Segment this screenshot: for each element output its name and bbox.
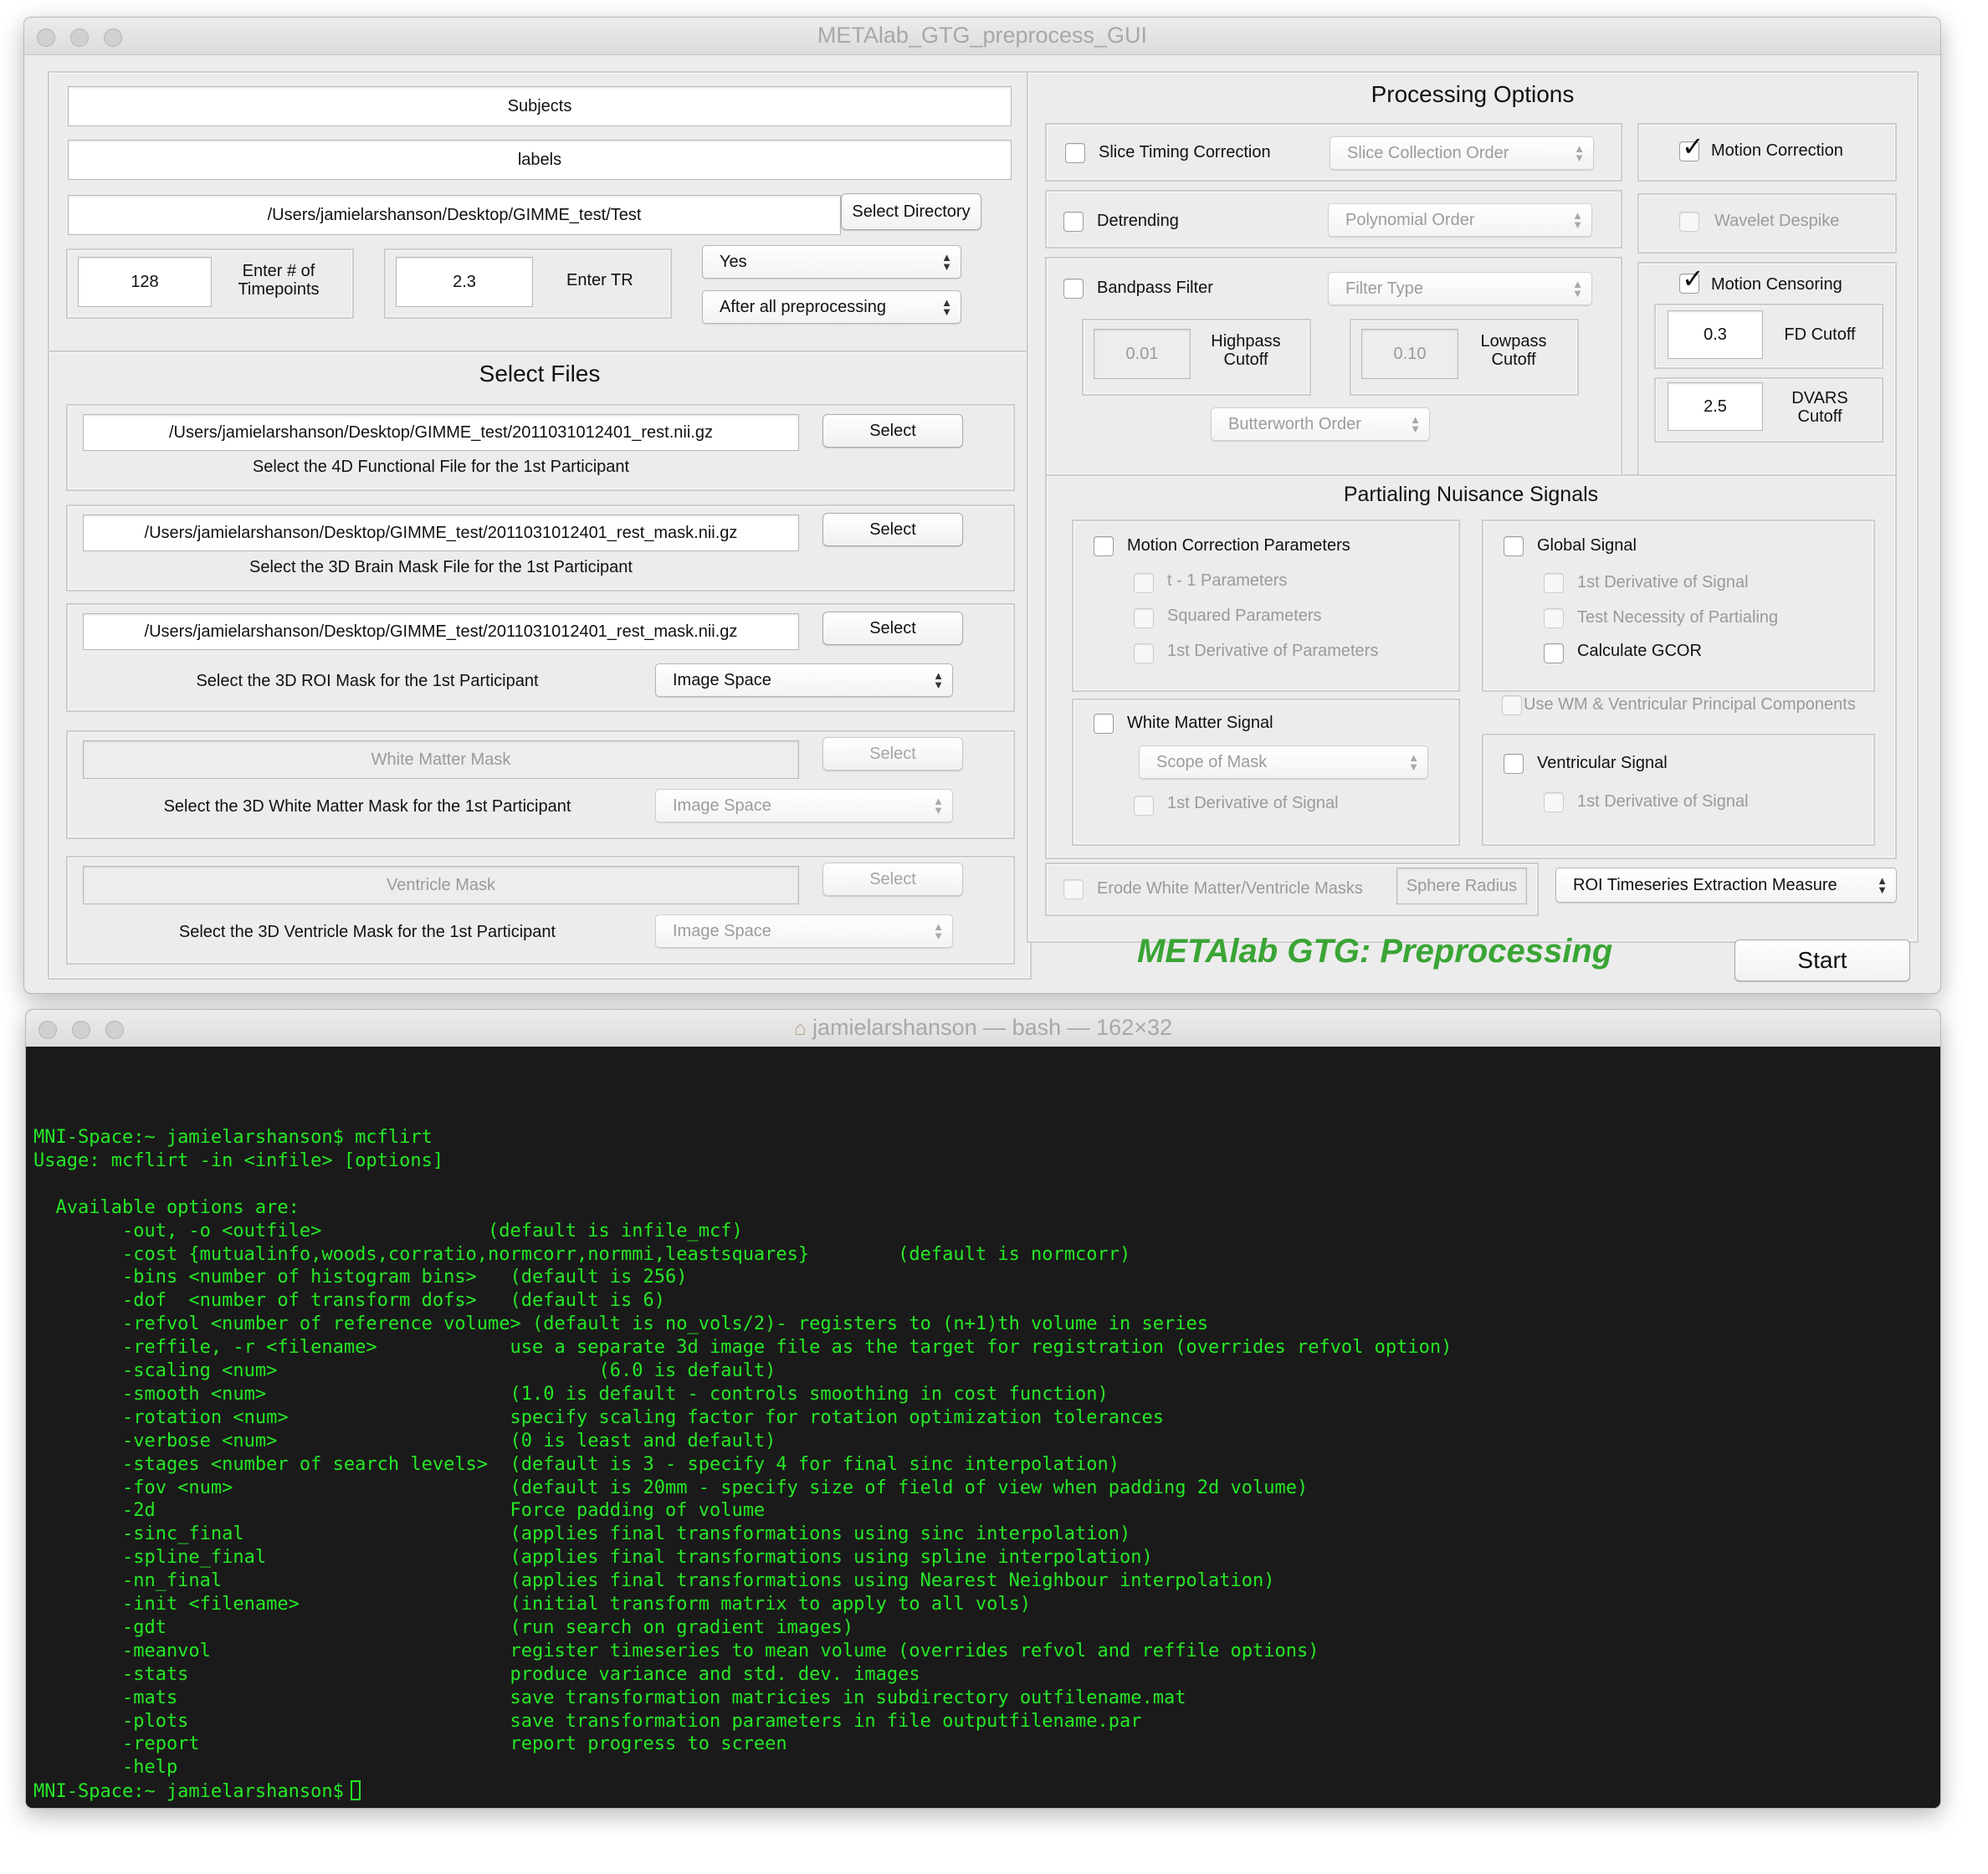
terminal-titlebar[interactable] <box>26 1010 1940 1047</box>
vent-deriv-label: 1st Derivative of Signal <box>1577 792 1749 811</box>
after-popup-value: After all preprocessing <box>720 297 886 316</box>
terminal-line: -plots save transformation parameters in file outputfilename.par <box>33 1710 1142 1732</box>
subjects-field[interactable]: Subjects <box>68 86 1012 126</box>
wm-image-space-popup[interactable] <box>655 789 953 822</box>
processing-options-title: Processing Options <box>1371 81 1575 107</box>
updown-arrows-icon: ▲ ▼ <box>1410 413 1421 435</box>
global-signal-checkbox[interactable] <box>1504 536 1524 556</box>
checkmark-icon: ✓ <box>1682 131 1704 161</box>
terminal-window <box>25 1009 1941 1809</box>
updown-arrows-icon: ▲ ▼ <box>941 296 952 318</box>
terminal-line: -init <filename> (initial transform matrix to apply to all vols) <box>33 1594 1032 1615</box>
select-files-title: Select Files <box>479 361 601 387</box>
terminal-line: -meanvol register timeseries to mean volume (overrides refvol and reffile options) <box>33 1640 1319 1662</box>
sphere-radius-field[interactable]: Sphere Radius <box>1396 868 1527 904</box>
roi-image-space-value: Image Space <box>673 670 771 689</box>
wavelet-despike-checkbox[interactable] <box>1679 212 1699 232</box>
functional-select-button[interactable]: Select <box>822 414 963 448</box>
yes-popup[interactable] <box>702 245 961 279</box>
after-preprocessing-popup[interactable] <box>702 290 961 324</box>
wm-signal-checkbox[interactable] <box>1094 714 1114 734</box>
global-deriv-checkbox[interactable] <box>1544 573 1564 593</box>
mc-params-checkbox[interactable] <box>1094 536 1114 556</box>
terminal-line: MNI-Space:~ jamielarshanson$ mcflirt <box>33 1127 433 1148</box>
vent-signal-group <box>1482 734 1875 846</box>
terminal-body[interactable] <box>26 1047 1940 1808</box>
detrending-checkbox[interactable] <box>1063 212 1084 232</box>
timepoints-label: Enter # of Timepoints <box>238 262 320 299</box>
terminal-line: -scaling <num> (6.0 is default) <box>33 1360 776 1381</box>
vent-signal-label: Ventricular Signal <box>1537 754 1668 772</box>
terminal-line: Available options are: <box>33 1196 300 1218</box>
terminal-line: -mats save transformation matricies in subdirectory outfilename.mat <box>33 1687 1186 1708</box>
functional-path-field[interactable]: /Users/jamielarshanson/Desktop/GIMME_test/2011031012401_rest.nii.gz <box>83 414 799 451</box>
terminal-line: -help <box>33 1757 178 1779</box>
timepoints-field[interactable]: 128 <box>78 257 212 307</box>
squared-params-checkbox[interactable] <box>1134 608 1154 628</box>
terminal-line: -fov <num> (default is 20mm - specify size of field of view when padding 2d volume) <box>33 1477 1309 1498</box>
vent-signal-checkbox[interactable] <box>1504 754 1524 774</box>
gcor-checkbox[interactable] <box>1544 643 1564 663</box>
brain-mask-path-field[interactable]: /Users/jamielarshanson/Desktop/GIMME_test/2011031012401_rest_mask.nii.gz <box>83 515 799 551</box>
global-signal-label: Global Signal <box>1537 536 1637 555</box>
prompt-text: MNI-Space:~ jamielarshanson$ <box>33 1781 344 1803</box>
butterworth-order-popup[interactable] <box>1211 407 1430 441</box>
roi-measure-value: ROI Timeseries Extraction Measure <box>1573 875 1837 894</box>
filter-type-value: Filter Type <box>1345 279 1423 298</box>
dvars-cutoff-field[interactable]: 2.5 <box>1668 382 1763 431</box>
terminal-line: Usage: mcflirt -in <infile> [options] <box>33 1149 444 1171</box>
gui-titlebar[interactable] <box>24 18 1940 55</box>
terminal-line: -out, -o <outfile> (default is infile_mcf) <box>33 1220 743 1242</box>
wm-image-space-value: Image Space <box>673 796 771 815</box>
butterworth-order-value: Butterworth Order <box>1228 414 1361 433</box>
scope-of-mask-popup[interactable] <box>1139 745 1428 779</box>
motion-censoring-label: Motion Censoring <box>1711 275 1842 294</box>
terminal-line: -stages <number of search levels> (default is 3 - specify 4 for final sinc interpolation) <box>33 1453 1120 1475</box>
updown-arrows-icon: ▲ ▼ <box>933 669 944 691</box>
slice-order-popup[interactable] <box>1330 136 1594 170</box>
vent-image-space-popup[interactable] <box>655 914 953 948</box>
slice-timing-label: Slice Timing Correction <box>1099 143 1271 161</box>
t1-params-label: t - 1 Parameters <box>1167 571 1288 590</box>
wm-deriv-checkbox[interactable] <box>1134 796 1154 816</box>
terminal-line: -sinc_final (applies final transformations using sinc interpolation) <box>33 1523 1131 1545</box>
vent-deriv-checkbox[interactable] <box>1544 792 1564 812</box>
roi-mask-path-field[interactable]: /Users/jamielarshanson/Desktop/GIMME_test/2011031012401_rest_mask.nii.gz <box>83 613 799 650</box>
terminal-line: -nn_final (applies final transformations using Nearest Neighbour interpolation) <box>33 1570 1275 1592</box>
brain-mask-label: Select the 3D Brain Mask File for the 1st Participant <box>249 558 633 576</box>
test-necessity-checkbox[interactable] <box>1544 608 1564 628</box>
polynomial-order-popup[interactable] <box>1328 203 1592 237</box>
ventricle-label: Select the 3D Ventricle Mask for the 1st Participant <box>178 923 556 941</box>
updown-arrows-icon: ▲ ▼ <box>1572 209 1583 231</box>
erode-label: Erode White Matter/Ventricle Masks <box>1097 879 1363 898</box>
vent-image-space-value: Image Space <box>673 921 771 940</box>
roi-mask-label: Select the 3D ROI Mask for the 1st Participant <box>196 672 539 690</box>
wm-signal-label: White Matter Signal <box>1127 714 1273 732</box>
fd-cutoff-label: FD Cutoff <box>1784 325 1856 344</box>
updown-arrows-icon: ▲ ▼ <box>933 920 944 942</box>
global-deriv-label: 1st Derivative of Signal <box>1577 573 1749 591</box>
updown-arrows-icon: ▲ ▼ <box>941 251 952 273</box>
slice-order-value: Slice Collection Order <box>1347 143 1509 162</box>
polynomial-order-value: Polynomial Order <box>1345 210 1475 229</box>
cursor-icon <box>351 1780 361 1800</box>
bandpass-label: Bandpass Filter <box>1097 279 1213 297</box>
terminal-line: -dof <number of transform dofs> (default is 6) <box>33 1290 665 1312</box>
white-matter-path-field[interactable]: White Matter Mask <box>83 740 799 779</box>
terminal-line: -bins <number of histogram bins> (default is 256) <box>33 1267 688 1288</box>
gui-window <box>23 17 1941 994</box>
functional-label: Select the 4D Functional File for the 1st Participant <box>252 458 630 476</box>
terminal-title-text: jamielarshanson — bash — 162×32 <box>812 1015 1173 1040</box>
window-title: METAlab_GTG_preprocess_GUI <box>817 23 1148 48</box>
brain-mask-select-button[interactable]: Select <box>822 513 963 546</box>
checkmark-icon: ✓ <box>1682 264 1704 294</box>
highpass-label: Highpass Cutoff <box>1211 332 1281 369</box>
terminal-line: -rotation <num> specify scaling factor for rotation optimization tolerances <box>33 1406 1165 1428</box>
roi-image-space-popup[interactable] <box>655 663 953 697</box>
roi-mask-select-button[interactable]: Select <box>822 612 963 645</box>
white-matter-label: Select the 3D White Matter Mask for the 1st Participant <box>163 797 571 816</box>
erode-checkbox[interactable] <box>1063 879 1084 899</box>
yes-popup-value: Yes <box>720 252 747 271</box>
bandpass-checkbox[interactable] <box>1063 279 1084 299</box>
home-icon: ⌂ <box>793 1017 807 1040</box>
lowpass-label: Lowpass Cutoff <box>1480 332 1547 369</box>
terminal-line: -report report progress to screen <box>33 1733 787 1755</box>
highpass-field[interactable]: 0.01 <box>1094 329 1191 379</box>
lowpass-field[interactable]: 0.10 <box>1361 329 1458 379</box>
mc-params-label: Motion Correction Parameters <box>1127 536 1350 555</box>
fd-cutoff-field[interactable]: 0.3 <box>1668 310 1763 359</box>
terminal-title <box>26 1015 1940 1041</box>
use-wm-pc-label: Use WM & Ventricular Principal Components <box>1524 695 1856 714</box>
tr-label: Enter TR <box>566 271 633 289</box>
directory-field[interactable]: /Users/jamielarshanson/Desktop/GIMME_test/Test <box>68 195 841 235</box>
scope-of-mask-value: Scope of Mask <box>1156 752 1268 771</box>
deriv-params-checkbox[interactable] <box>1134 643 1154 663</box>
updown-arrows-icon: ▲ ▼ <box>1408 751 1419 773</box>
use-wm-pc-checkbox[interactable] <box>1502 695 1522 715</box>
gcor-label: Calculate GCOR <box>1577 642 1702 660</box>
dvars-cutoff-label: DVARS Cutoff <box>1791 389 1848 426</box>
select-directory-button[interactable]: Select Directory <box>841 193 981 230</box>
squared-params-label: Squared Parameters <box>1167 607 1322 625</box>
ventricle-path-field[interactable]: Ventricle Mask <box>83 866 799 904</box>
terminal-line: -smooth <num> (1.0 is default - controls smoothing in cost function) <box>33 1383 1109 1405</box>
slice-timing-checkbox[interactable] <box>1065 143 1085 163</box>
motion-correction-label: Motion Correction <box>1711 141 1843 160</box>
wm-deriv-label: 1st Derivative of Signal <box>1167 794 1339 812</box>
white-matter-select-button[interactable]: Select <box>822 737 963 771</box>
filter-type-popup[interactable] <box>1328 272 1592 305</box>
updown-arrows-icon: ▲ ▼ <box>1574 142 1585 164</box>
terminal-line: -reffile, -r <filename> use a separate 3d image file as the target for registration (overrides refvol option) <box>33 1337 1453 1359</box>
t1-params-checkbox[interactable] <box>1134 573 1154 593</box>
updown-arrows-icon: ▲ ▼ <box>1572 278 1583 300</box>
roi-measure-popup[interactable] <box>1555 868 1897 903</box>
wavelet-despike-label: Wavelet Despike <box>1714 212 1840 230</box>
terminal-line: -cost {mutualinfo,woods,corratio,normcorr,normmi,leastsquares} (default is normcorr) <box>33 1243 1131 1265</box>
ventricle-select-button[interactable]: Select <box>822 863 963 896</box>
tr-field[interactable]: 2.3 <box>396 257 533 307</box>
motion-correction-checkbox[interactable] <box>1679 131 1704 161</box>
terminal-line: -verbose <num> (0 is least and default) <box>33 1430 776 1452</box>
motion-censoring-checkbox[interactable] <box>1679 264 1704 294</box>
test-necessity-label: Test Necessity of Partialing <box>1577 608 1779 627</box>
updown-arrows-icon: ▲ ▼ <box>1877 874 1888 896</box>
terminal-line: -refvol <number of reference volume> (default is no_vols/2)- registers to (n+1)th volume in series <box>33 1313 1208 1335</box>
terminal-line: -spline_final (applies final transformations using spline interpolation) <box>33 1547 1153 1569</box>
terminal-line: -2d Force padding of volume <box>33 1500 766 1522</box>
nuisance-title: Partialing Nuisance Signals <box>1343 483 1599 506</box>
detrending-label: Detrending <box>1097 212 1179 230</box>
brand-title: METAlab GTG: Preprocessing <box>1137 933 1613 970</box>
terminal-line: -gdt (run search on gradient images) <box>33 1616 854 1638</box>
deriv-params-label: 1st Derivative of Parameters <box>1167 642 1379 660</box>
start-button[interactable]: Start <box>1734 940 1910 981</box>
terminal-line: -stats produce variance and std. dev. images <box>33 1663 920 1685</box>
terminal-prompt[interactable] <box>33 1780 361 1802</box>
updown-arrows-icon: ▲ ▼ <box>933 795 944 817</box>
labels-field[interactable]: labels <box>68 140 1012 180</box>
